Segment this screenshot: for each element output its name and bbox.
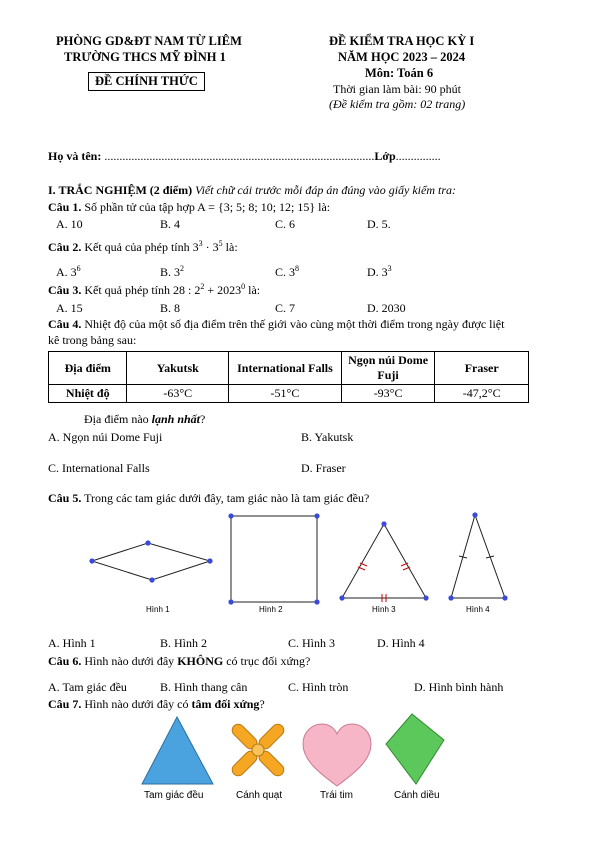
q6-option-b: B. Hình thang cân [160, 680, 248, 694]
q5-option-c: C. Hình 3 [288, 636, 336, 650]
school-year: NĂM HỌC 2023 – 2024 [338, 50, 466, 64]
question-4-prompt: Địa điểm nào lạnh nhất? [84, 412, 206, 426]
student-info-line: Họ và tên: ..........................................................................................Lớp............... [48, 149, 441, 163]
shape-caption-fan: Cánh quạt [236, 790, 283, 801]
table-cell: -47,2°C [435, 385, 529, 403]
question-4-line2: kê trong bảng sau: [48, 333, 137, 347]
figure-caption-4: Hình 4 [466, 605, 490, 614]
school-name: TRƯỜNG THCS MỸ ĐÌNH 1 [64, 50, 226, 64]
department-name: PHÒNG GD&ĐT NAM TỪ LIÊM [56, 34, 242, 48]
q1-option-c: C. 6 [275, 217, 296, 231]
temperature-table [48, 351, 529, 403]
shape-caption-heart: Trái tim [320, 790, 353, 801]
figure-caption-1: Hình 1 [146, 605, 170, 614]
q4-option-b: B. Yakutsk [301, 430, 354, 444]
q4-option-c: C. International Falls [48, 461, 150, 475]
question-3: Câu 3. Kết quả phép tính 28 : $2^2 + 2023^0$ là: [48, 282, 261, 297]
kite-icon [386, 714, 444, 784]
q3-option-c: C. 7 [275, 301, 296, 315]
q5-option-b: B. Hình 2 [160, 636, 208, 650]
table-row [49, 352, 529, 385]
section-title: I. TRẮC NGHIỆM (2 điểm) Viết chữ cái trước mỗi đáp án đúng vào giấy kiểm tra: [48, 183, 457, 197]
q5-option-a: A. Hình 1 [48, 636, 96, 650]
rhombus-figure [89, 540, 212, 582]
q6-option-a: A. Tam giác đều [48, 680, 127, 694]
table-cell: -51°C [229, 385, 342, 403]
q2-option-b: B. $3^2$ [160, 264, 185, 279]
table-header-cell: International Falls [229, 352, 342, 385]
figure-caption-3: Hình 3 [372, 605, 396, 614]
q5-option-d: D. Hình 4 [377, 636, 425, 650]
duration: Thời gian làm bài: 90 phút [333, 82, 461, 96]
q6-option-d: D. Hình bình hành [414, 680, 504, 694]
table-header-cell: Ngọn núi Dome Fuji [341, 352, 435, 385]
table-cell: -93°C [341, 385, 435, 403]
q3-option-a: A. 15 [56, 301, 83, 315]
table-row [49, 385, 529, 403]
square-figure [228, 513, 319, 604]
table-header-cell: Địa điểm [49, 352, 127, 385]
official-label: ĐỀ CHÍNH THỨC [88, 72, 205, 91]
q2-option-a: A. $3^6$ [56, 264, 81, 279]
question-4: Câu 4. Nhiệt độ của một số địa điểm trên thế giới vào cùng một thời điểm trong ngày được liệt [48, 317, 505, 331]
equilateral-triangle-icon [142, 717, 213, 784]
q4-option-d: D. Fraser [301, 461, 346, 475]
q2-option-c: C. $3^8$ [275, 264, 300, 279]
page-count: (Đề kiểm tra gồm: 02 trang) [329, 97, 466, 111]
table-cell: -63°C [127, 385, 229, 403]
q7-figures [0, 710, 589, 790]
q3-option-b: B. 8 [160, 301, 181, 315]
question-7: Câu 7. Hình nào dưới đây có tâm đối xứng? [48, 697, 265, 711]
q1-option-d: D. 5. [367, 217, 391, 231]
figure-caption-2: Hình 2 [259, 605, 283, 614]
table-header-cell: Yakutsk [127, 352, 229, 385]
exam-title: ĐỀ KIỂM TRA HỌC KỲ I [329, 34, 475, 48]
shape-caption-kite: Cánh diều [394, 790, 440, 801]
q1-option-a: A. 10 [56, 217, 83, 231]
table-row-label: Nhiệt độ [49, 385, 127, 403]
subject: Môn: Toán 6 [365, 66, 434, 80]
question-2: Câu 2. Kết quả của phép tính $3^3 \cdot 3^5$ là: [48, 239, 238, 254]
heart-icon [303, 724, 371, 786]
question-1: Câu 1. Số phần tử của tập hợp A = {3; 5; 8; 10; 12; 15} là: [48, 200, 331, 214]
triangle-figure-4 [448, 512, 507, 600]
fan-icon [230, 722, 287, 779]
question-6: Câu 6. Hình nào dưới đây KHÔNG có trục đối xứng? [48, 654, 311, 668]
question-5: Câu 5. Trong các tam giác dưới đây, tam giác nào là tam giác đều? [48, 491, 370, 505]
shape-caption-triangle: Tam giác đều [144, 790, 204, 801]
q6-option-c: C. Hình tròn [288, 680, 349, 694]
q5-figures [0, 505, 589, 625]
triangle-figure-3 [339, 521, 428, 602]
q1-option-b: B. 4 [160, 217, 181, 231]
q3-option-d: D. 2030 [367, 301, 406, 315]
table-header-cell: Fraser [435, 352, 529, 385]
q4-option-a: A. Ngọn núi Dome Fuji [48, 430, 163, 444]
q2-option-d: D. $3^3$ [367, 264, 392, 279]
